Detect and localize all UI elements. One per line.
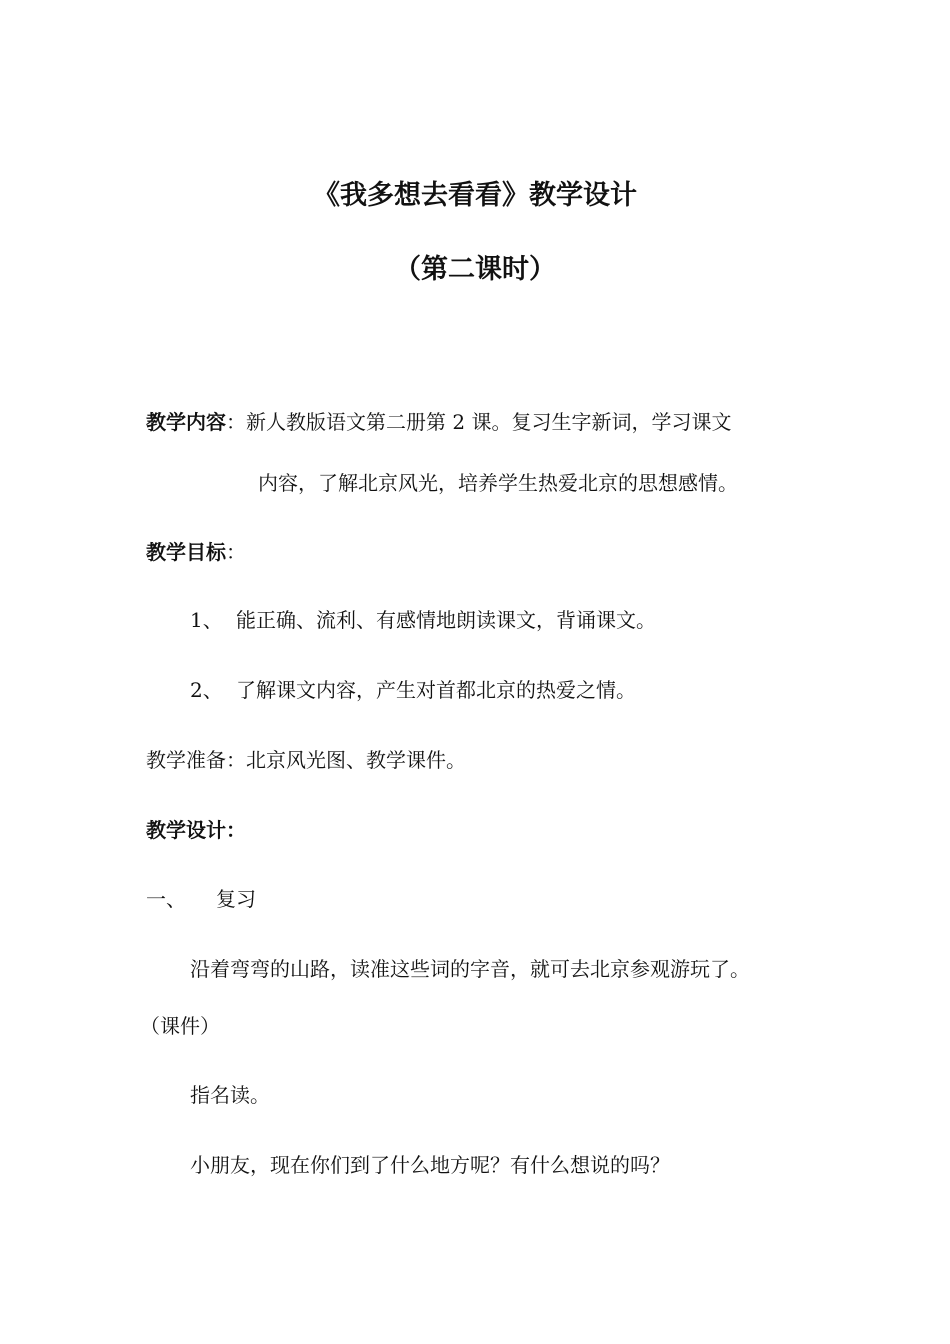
- design-heading: 教学设计：: [146, 818, 246, 842]
- section-heading-review: [146, 885, 256, 913]
- content-text-1: 新人教版语文第二册第 2 课。复习生字新词，学习课文: [246, 410, 732, 434]
- paragraph-2: 指名读。: [190, 1083, 270, 1107]
- goal-text-1: 能正确、流利、有感情地朗读课文，背诵课文。: [236, 608, 656, 632]
- goals-label: 教学目标: [146, 540, 226, 564]
- paragraph-1: 沿着弯弯的山路，读准这些词的字音，就可去北京参观游玩了。: [190, 957, 750, 981]
- goal-number-1: 1、: [190, 608, 223, 632]
- goal-item-1: [190, 606, 656, 634]
- section-number: 一、: [146, 887, 186, 911]
- paragraph-3: 小朋友，现在你们到了什么地方呢？有什么想说的吗？: [190, 1153, 670, 1177]
- content-label: 教学内容: [146, 410, 226, 434]
- section-title: 复习: [216, 887, 256, 911]
- paragraph-courseware: （课件）: [140, 1014, 220, 1038]
- goals-colon: ：: [226, 540, 246, 564]
- goal-item-2: [190, 676, 636, 704]
- goal-text-2: 了解课文内容，产生对首都北京的热爱之情。: [236, 678, 636, 702]
- goals-heading: [146, 538, 246, 566]
- document-title: 《我多想去看看》教学设计: [313, 180, 637, 211]
- preparation-line: 教学准备：北京风光图、教学课件。: [146, 748, 466, 772]
- content-line-2: 内容，了解北京风光，培养学生热爱北京的思想感情。: [258, 471, 738, 495]
- document-subtitle: （第二课时）: [394, 254, 556, 285]
- content-line-1: [146, 408, 731, 436]
- content-colon: ：: [226, 410, 246, 434]
- goal-number-2: 2、: [190, 678, 223, 702]
